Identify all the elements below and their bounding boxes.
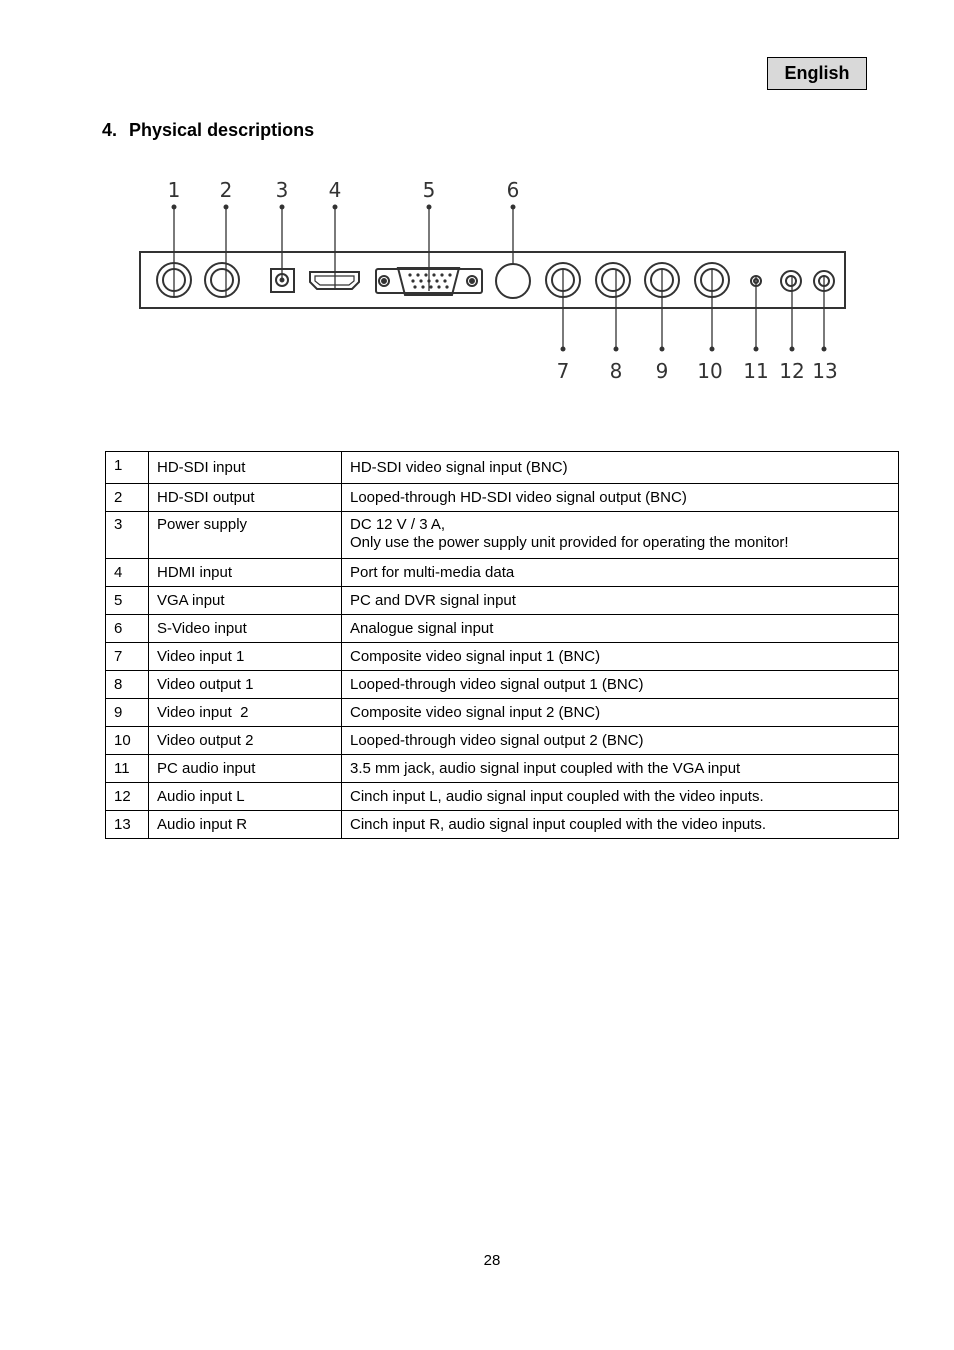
row-number: 10: [106, 727, 149, 755]
language-label: English: [767, 57, 867, 90]
table-row: [106, 811, 899, 839]
row-number: 11: [106, 755, 149, 783]
connector-panel-diagram: [0, 170, 954, 390]
row-name: Audio input L: [149, 783, 342, 811]
row-name: Video output 1: [149, 671, 342, 699]
row-description: Port for multi-media data: [342, 559, 899, 587]
section-title: Physical descriptions: [129, 120, 315, 140]
panel-outline: [140, 252, 845, 308]
row-number: 4: [106, 559, 149, 587]
callout-1: 1: [167, 178, 181, 202]
row-number: 3: [106, 512, 149, 559]
row-name: HD-SDI input: [149, 452, 342, 484]
callout-7: 7: [556, 359, 570, 383]
table-row: [106, 699, 899, 727]
audio-input-l-port: [781, 271, 801, 291]
row-description: Cinch input R, audio signal input coupled with the video inputs.: [342, 811, 899, 839]
row-name: VGA input: [149, 587, 342, 615]
table-row: [106, 587, 899, 615]
page-number: 28: [483, 1252, 501, 1269]
row-description: Looped-through video signal output 2 (BNC): [342, 727, 899, 755]
row-name: Power supply: [149, 512, 342, 559]
connector-table: [105, 451, 899, 839]
row-name: S-Video input: [149, 615, 342, 643]
callout-10: 10: [697, 359, 723, 383]
row-number: 13: [106, 811, 149, 839]
row-description-line-2: Only use the power supply unit provided for operating the monitor!: [350, 534, 789, 551]
row-description: HD-SDI video signal input (BNC): [342, 452, 899, 484]
row-description: Looped-through HD-SDI video signal output (BNC): [342, 484, 899, 512]
table-row: [106, 559, 899, 587]
section-heading: [102, 120, 314, 141]
row-number: 12: [106, 783, 149, 811]
row-number: 6: [106, 615, 149, 643]
callout-2: 2: [219, 178, 233, 202]
callout-4: 4: [328, 178, 342, 202]
table-row: [106, 643, 899, 671]
section-number: 4.: [102, 120, 118, 140]
row-description: Analogue signal input: [342, 615, 899, 643]
table-row: [106, 452, 899, 484]
row-description: [342, 512, 899, 559]
s-video-port: [496, 264, 530, 298]
callout-9: 9: [655, 359, 669, 383]
row-name: Audio input R: [149, 811, 342, 839]
row-name: HD-SDI output: [149, 484, 342, 512]
row-description-line-1: DC 12 V / 3 A,: [350, 516, 446, 533]
table-row: [106, 755, 899, 783]
row-number: 7: [106, 643, 149, 671]
table-row: [106, 615, 899, 643]
row-description: Looped-through video signal output 1 (BNC): [342, 671, 899, 699]
callout-11: 11: [743, 359, 769, 383]
row-name: HDMI input: [149, 559, 342, 587]
row-name: Video input 2: [149, 699, 342, 727]
row-number: 5: [106, 587, 149, 615]
callout-8: 8: [609, 359, 623, 383]
table-row: [106, 484, 899, 512]
hd-sdi-output-port: [205, 263, 239, 297]
row-description: Cinch input L, audio signal input coupled with the video inputs.: [342, 783, 899, 811]
row-description: PC and DVR signal input: [342, 587, 899, 615]
row-name: PC audio input: [149, 755, 342, 783]
table-row: [106, 512, 899, 559]
row-number: 2: [106, 484, 149, 512]
row-number: 1: [106, 452, 149, 484]
callout-13: 13: [812, 359, 838, 383]
table-row: [106, 783, 899, 811]
row-number: 9: [106, 699, 149, 727]
row-description: 3.5 mm jack, audio signal input coupled with the VGA input: [342, 755, 899, 783]
row-name: Video output 2: [149, 727, 342, 755]
callout-6: 6: [506, 178, 520, 202]
row-number: 8: [106, 671, 149, 699]
table-row: [106, 727, 899, 755]
callout-12: 12: [779, 359, 805, 383]
video-output-1-port: [596, 263, 630, 297]
callout-5: 5: [422, 178, 436, 202]
callout-3: 3: [275, 178, 289, 202]
table-row: [106, 671, 899, 699]
row-description: Composite video signal input 1 (BNC): [342, 643, 899, 671]
row-description: Composite video signal input 2 (BNC): [342, 699, 899, 727]
row-name: Video input 1: [149, 643, 342, 671]
